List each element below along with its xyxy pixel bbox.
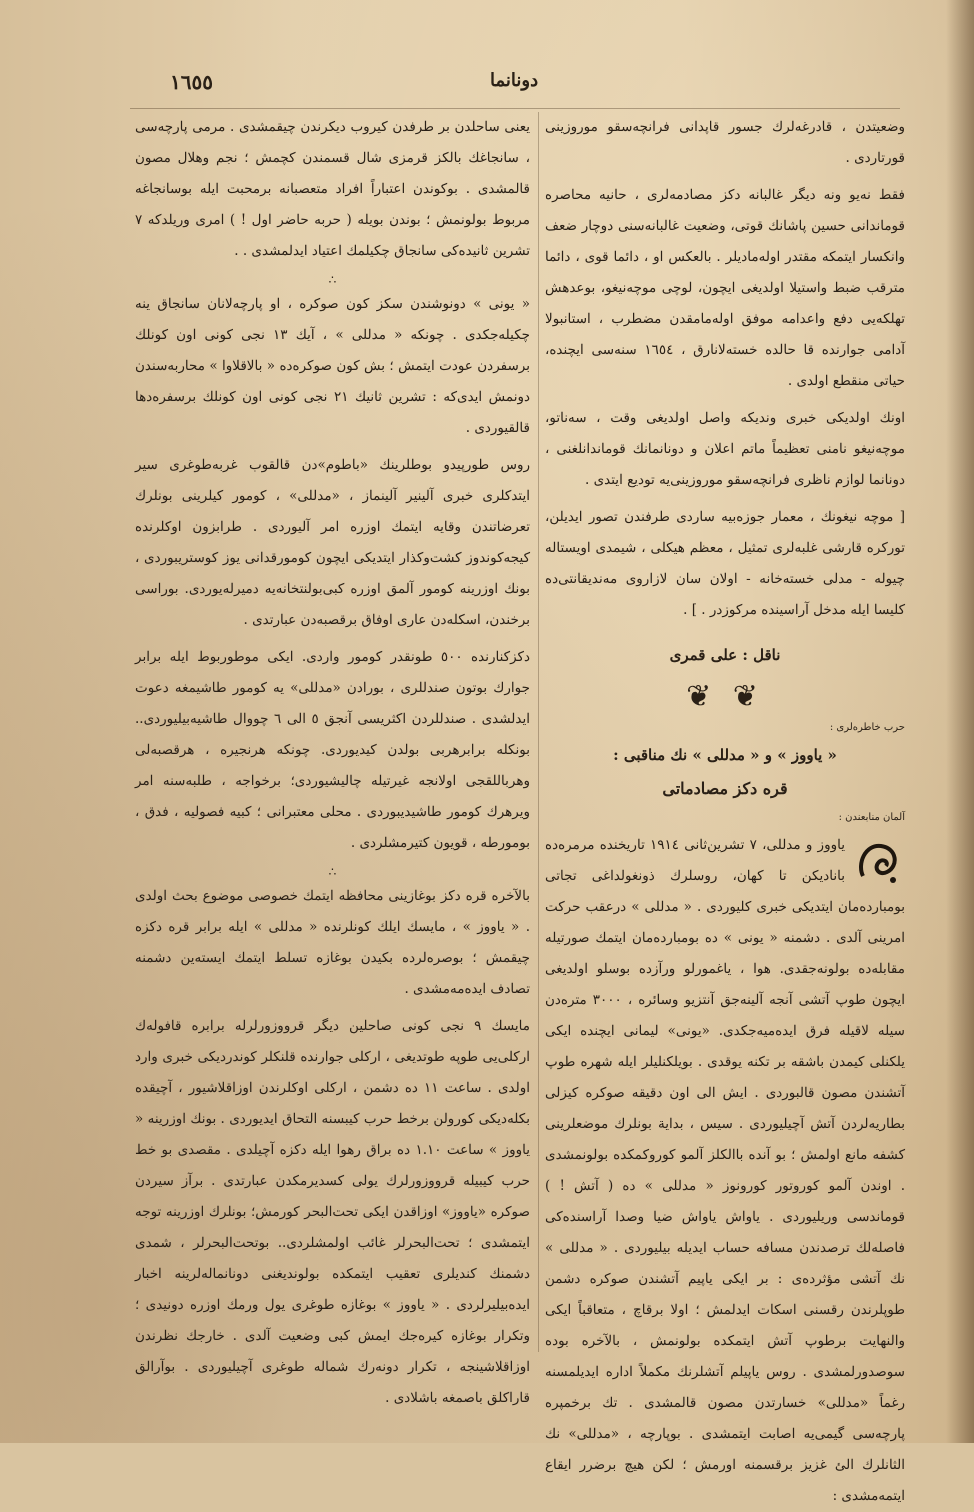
separator-dots: ∴ [328,865,337,879]
paragraph: « یونی » دونوشندن سکز کون صوکره ، او پارچه‌لانان سانجاق ینه چکیله‌جکدی . چونکه « مدللی » ، آیك ١٣ نجی کونی اون کونلك برسفردن عودت ایتمش ؛ بش کون صوکره‌ده « بالاقلاوا » محاربه‌سندن دونمش ایدی‌که : تشرین ثانیك ٢١ نجی کونی اون کونلك برسفره‌دها قالقیوردی . [135,296,530,436]
article-title: « یاووز » و « مدللی » نك مناقبی : [613,746,837,764]
paragraph: فقط نه‌یو ونه دیگر غالبانه دکز مصادمه‌لری ، حانیه محاصره قوماندانی حسین پاشانك قوتی، وضعیت غالبانه‌سنی دوچار ضعف وانکسار ایتمکه مقتدر اوله‌مادیلر . بالعکس او ، دائما قوی ، دائما مترقب ضبط واستیلا اولدیغی ایچون، لوچی موچه‌نیغو، بوعدهش تهلکه‌یی دفع واعدامه موفق اوله‌مامقدن مضطرب ، استانبولا آدامی جوارنده قا حالده خسته‌لانارق ، ١٦٥٤ سنه‌سی ایچنده، حیاتی منقطع اولدی . [545,187,905,389]
paragraph: مایسك ٩ نجی کونی صاحلین دیگر قرووزورلرله برابرە قافوله‌ك ارکلی‌یی طوپه طوتدیغی ، ارکلی جوارنده قلنكلر کوندردیکی خبری وارد اولدی . ساعت ١١ ده دشمن ، ارکلی اوکلرندن اوزاقلاشیور ، آچیقده بکله‌دیکی کورولن برخط حرب کیبسنه التحاق ایدیوردی . بونك اوزرینه « یاووز » ساعت ١.١٠ ده براق رهوا ایله دکزه آچیلدی . مقصدی بو خط حرب کیبیله قرووزورلرك یولی کسدیرمکدن عبارتدی . برآز سیردن صوکره «یاووز» اوزاقدن ایکی تحت‌البحر کورمش؛ بونلرك اوزرینه توجه ایتمشدی ؛ تحت‌البحرلر غائب اولمشلردی.. بوتحت‌البحرلر ، شمدی دشمنك کندیلری تعقیب ایتمکده بولوندیغنی دونانماله‌لرینه اخبار ایده‌بیلیرلردی . « یاووز » بوغازه طوغری یول ورمك اوزره دونیدی ؛ وتکرار بوغازه کیره‌جك ایمش کبی وضعیت آلدی . خارجك نظرندن اوزاقلاشینجه ، تکرار دونه‌رك شماله طوغری آچیلیوردی . بوآرالق قاراکلق باصمغه باشلادی . [135,1018,530,1406]
paragraph: روس طورپیدو بوطلرینك «باطوم»دن قالقوب غربه‌طوغری سیر ایتدکلری خبری آلینیر آلینماز ، «مدللی» ، کومور کیلرینی بونلرك تعرضاتندن وقایه ایتمك اوزره امر آلیوردی . طرابزون اوکلرنده کیجه‌کوندوز کشت‌وکذار ایتدیکی ایچون کومورقدانی یوز کوستریبوردی ، بونك اوزرینه کومور آلمق اوزره کبی‌بولنتخانه‌یه دمیرله‌یوردی. بوراسی برخندن، اسکله‌دن عاری اوفاق برقصبه‌دن عبارتدی . [135,457,530,628]
author-signature: ناقل : علی قمری [669,646,781,664]
decorative-dropcap-icon [853,836,905,888]
page-header [170,70,730,100]
article-paragraph [545,830,905,1512]
running-title: دونانما [490,70,539,91]
paragraph: اونك اولدیکی خبری ونديكه واصل اولدیغی وقت ، سه‌ناتو، موچه‌نیغو نامنی تعظیماً ماتم اعلان و دونانمانك قوماندانلغنی ، دونانما لوازم ناظری فرانچه‌سقو موروزینی‌یه تودیع ایتدی . [545,410,905,488]
article-body-text: یاووز و مدللی، ٧ تشرین‌ثانی ١٩١٤ تاریخنده مرمره‌ده بانادیکن تا کهان، روسلرك ذونغولداغی تجاتی بومبارده‌مان ایتدیکی خبری کلیوردی . « مدللی » درعقب حرکت امرینی آلدی . دشمنه « یونی » ده بومبارده‌مان ایتمك صورتیله مقابله‌ده بولونه‌جقدی. هوا ، یاغمورلو ورآزده بوسلو اولدیغی ایچون طوپ آتشی آنجه آلینه‌جق آنتزیو وسائره ، ٣٠٠٠ متره‌دن سیله لاقیله فرق ایده‌میه‌جکدی. «یونی» لیمانی ایچنده ایکی یلکنلی کیمدن باشقه بر تکنه یوقدی . بویلکنلیلر ایله شهره طوپ آتشندن مصون قالبوردی . ایش الی اون دقیقه صوکره کیزلی بطاریه‌لردن آتش آچیلیوردی . سیس ، بدایة بونلرك موضعلرینی کشفه مانع اولمش ؛ بو آنده باالکلز آلمو کوروکمکده بولونمشدی . اوندن آلمو کوروتور کورونوز « مدللی » ده ( آتش ! ) قوماندسی وریلیوردی . یاواش یاواش ضیا وصدا آراسنده‌کی فاصله‌لك ترصدندن مسافه حساب ایدیله بیلیوردی . « مدللی » نك آتشی مؤثرده‌ی : بر ایکی یاپیم آتشندن صوکره دشمن طوپلرندن رقسنی اسکات ایدلمش ؛ اولا برقاچ ، متعاقباً ایکی والنهایت برطوپ آتش ایتمکده بولونمش ، بالآخره بوده سوصدورلمشدی . روس یاپیلم آتشلرنك مکملاً اداره ایدیلمسنه رغماً «مدللی» خسارتدن مصون قالمشدی . تك برخمپره پارچه‌سی گیمی‌یه اصابت ایتمشدی . بوپارچه ، «مدللی» نك الثانلرك الئ غزیز برقسمنه اورمش ؛ لکن هیچ برضرر ایقاع ایتمه‌مشدی : [545,837,905,1504]
page-number: ١٦٥٥ [170,70,213,94]
separator-dots: ∴ [328,273,337,287]
paragraph: بالآخره قره دکز بوغازینی محافظه ایتمك خصوصی موضوع بحث اولدی . « یاووز » ، مایسك ایلك کونلرنده « مدللی » ایله برابر قره دکزه چیقمش ؛ بوصره‌لرده بکیدن بوغازه تسلط ایتمك ایسته‌ین دشمنه تصادف ایده‌مه‌مشدی . [135,888,530,997]
ornament-flourish: ❦ ❦ [686,679,764,714]
source-label: آلمان منابعندن : [838,812,905,823]
page-binding-shadow [946,0,974,1443]
left-column [135,112,531,1406]
paragraph: یعنی ساحلدن بر طرفدن کیروب دیکرندن چیقمشدی . مرمی پارچه‌سی ، سانجاغك بالکز قرمزی شال قسمندن کچمش ؛ نجم وهلال مصون قالمشدی . بوکوندن اعتباراً افراد متعصبانه برمحبت ایله بوسانجاغه مربوط بولونمش ؛ بوندن بویله ( حربه حاضر اول ! ) امری وریلدکه ٧ تشرین ثانیده‌کی سانجاق چکیلمك اعتیاد ایدلمشدی . . [135,119,530,259]
column-divider [538,112,539,1352]
right-column [545,112,905,1504]
paragraph: [ موچه نیغونك ، معمار جوزه‌بیه ساردی طرفندن تصور ایدیلن، تورکره قارشی غلبه‌لری تمثیل ، معظم هیکلی ، شیمدی اویستاله چیوله - مدلی خسته‌خانه - اولان سان لازاروی مه‌ندیقانتی‌ده کلیسا ایله مدخل آراسینده مرکوزدر . ] . [545,509,905,618]
paragraph: دکزکنارنده ٥٠٠ طونقدر کومور واردی. ایکی موطوربوط ایله برابر جوارك بوتون صندللری ، بورادن «مدللی» یه کومور طاشیمغه دعوت ایدلشدی . صندللردن اکثریسی آنجق ٥ الی ٦ چووال طاشیه‌بیلیوردی.. بونکله برابرهربی بولدن کیدیوردی. چونکه هرنجیره ، هرقصبه‌لی وهرباللقجی اولانجه غیرتیله چالیشیوردی؛ برخواجه ، طلبه‌سنه امر ویرهرك کومور طاشیدیبوردی . محلی معتبرانی ؛ کبیه فصولیه ، فدق ، بومورطه ، قویون کتیرمشلردی . [135,649,531,851]
paragraph: وضعیتدن ، قادرغه‌لرك جسور قاپدانی فرانچه‌سقو موروزینی قورتاردی . [545,119,905,166]
header-rule [130,108,900,109]
article-subtitle: قره دکز مصادماتی [662,779,788,798]
section-label: حرب خاطره‌لری : [829,722,905,733]
